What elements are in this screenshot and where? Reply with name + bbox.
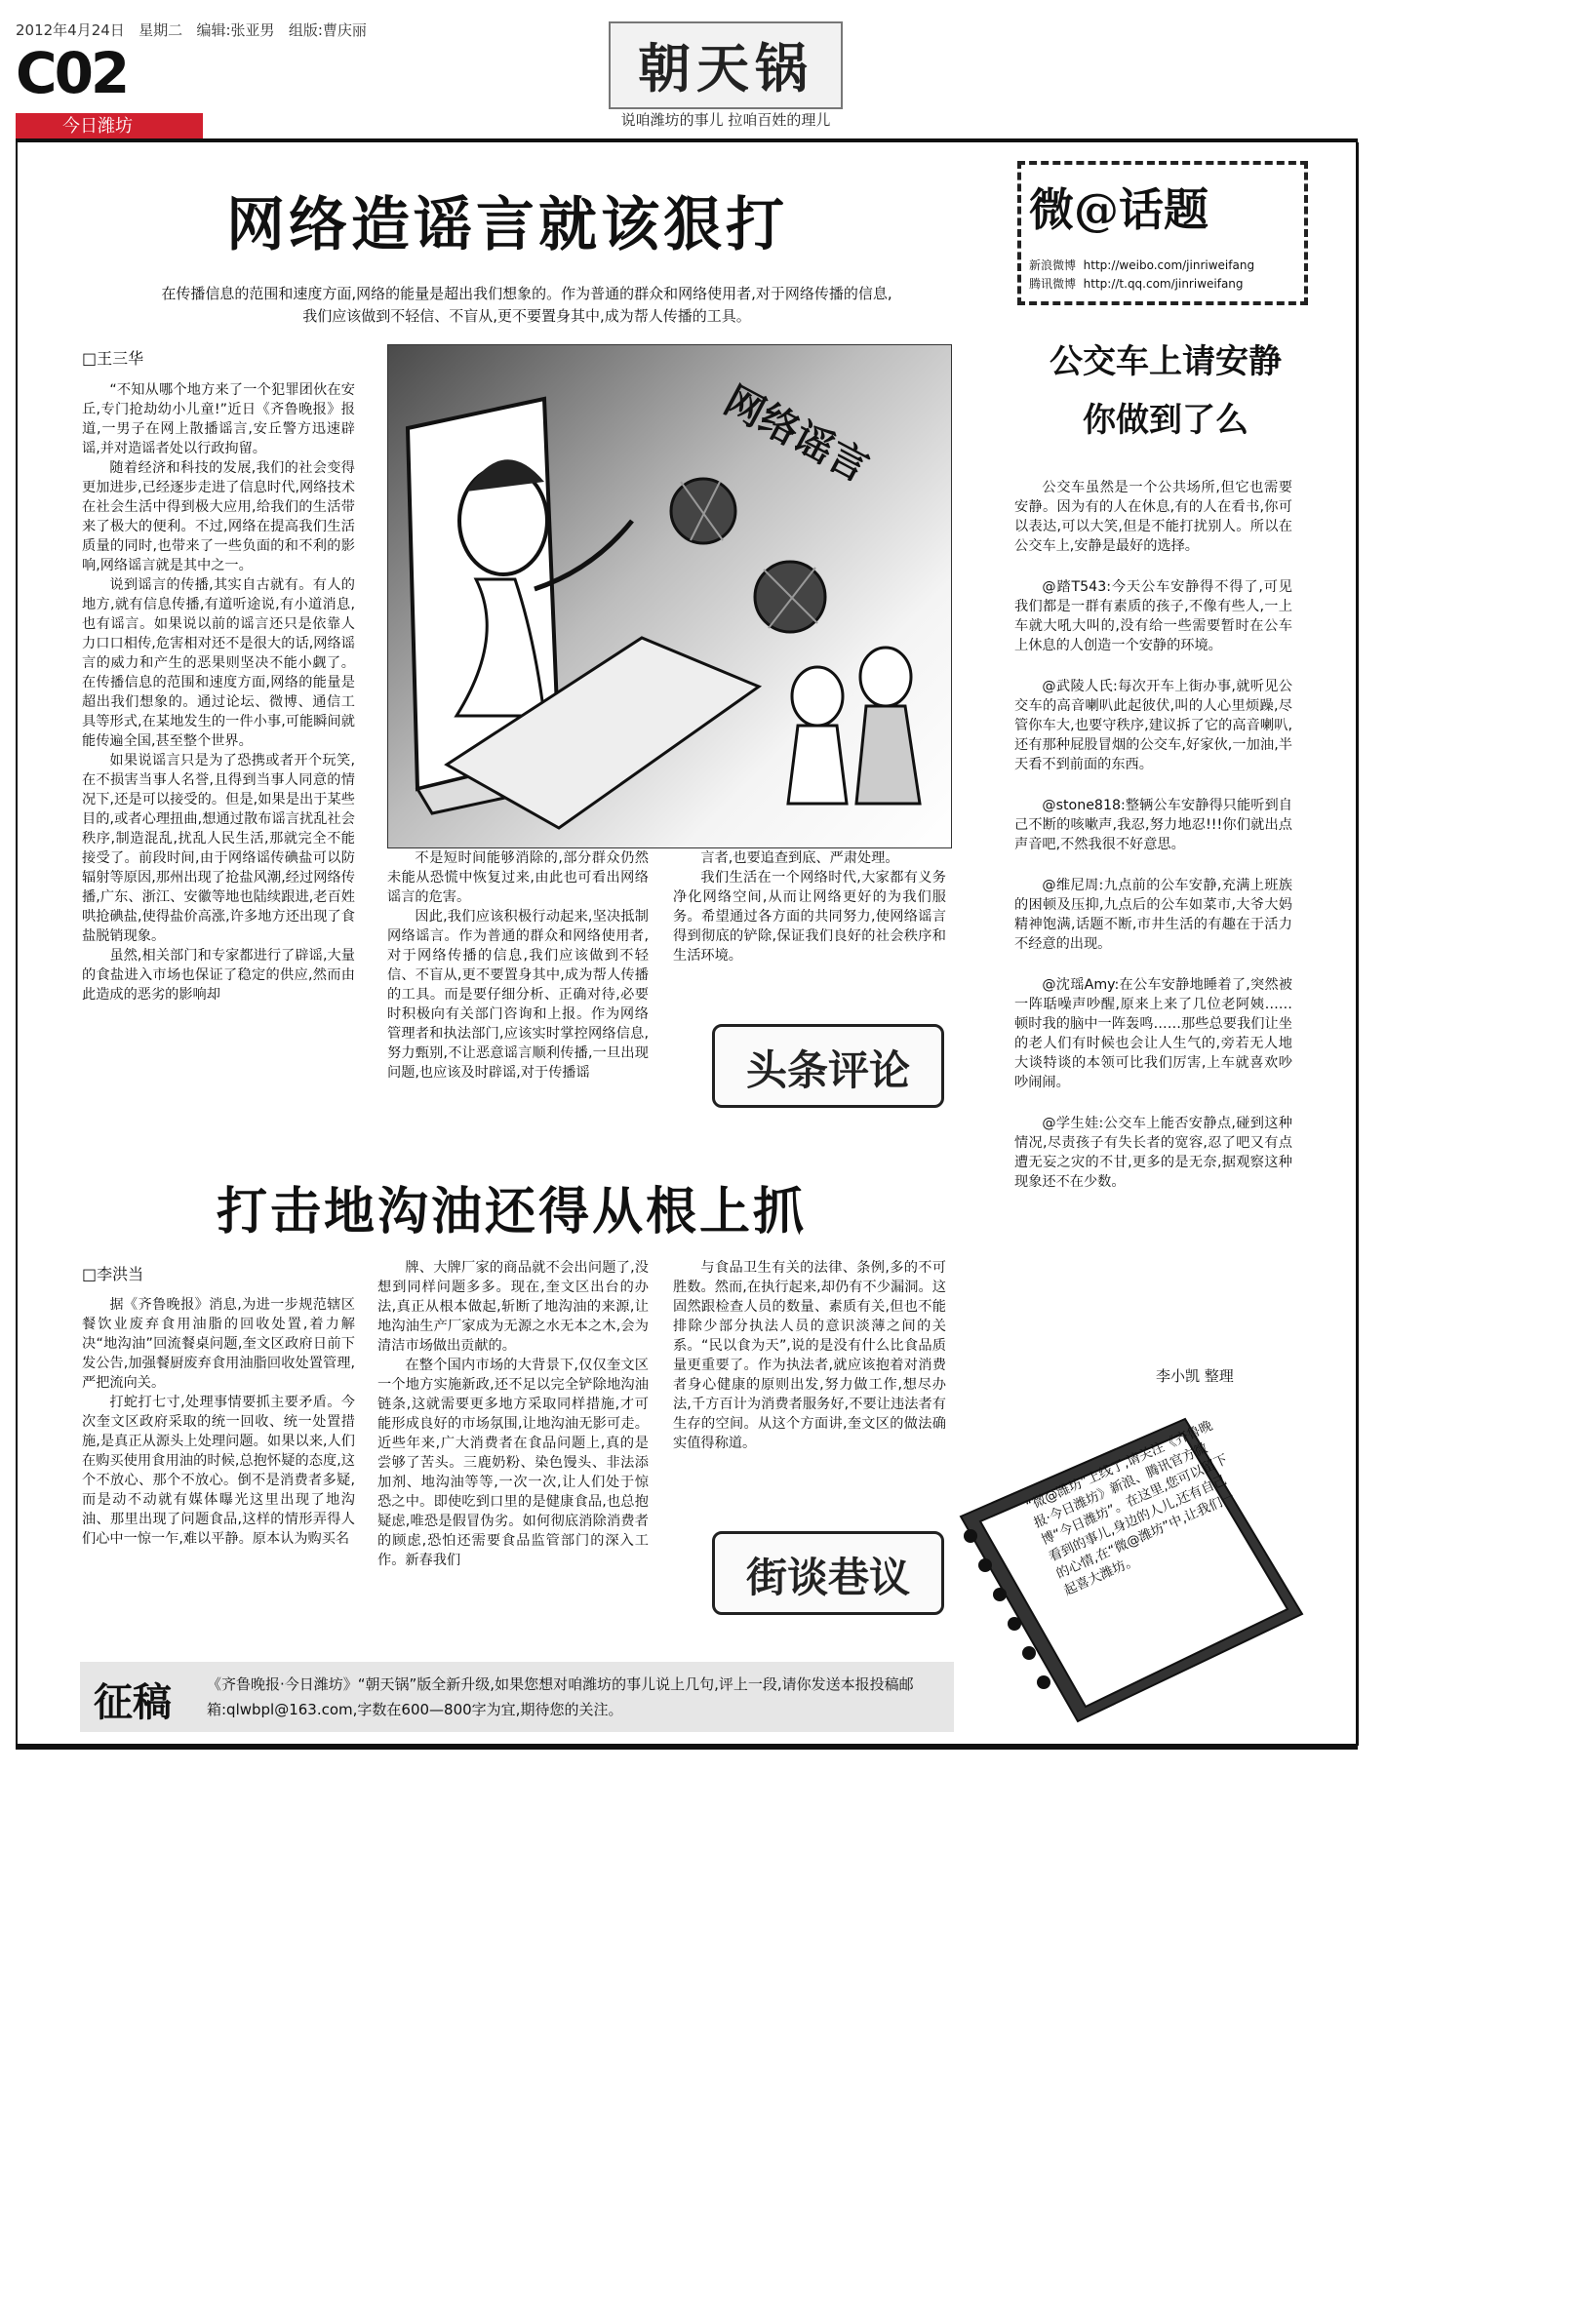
sidebar-column — [1014, 478, 1292, 1356]
paragraph: 公交车虽然是一个公共场所,但它也需要安静。因为有的人在休息,有的人在看书,你可以表达,可以大笑,但是不能打扰别人。所以在公交车上,安静是最好的选择。 — [1014, 480, 1292, 554]
weibo-comment: @学生娃:公交车上能否安静点,碰到这种情况,尽责孩子有失长者的宽容,忍了吧又有点遭无妄之灾的不甘,更多的是无奈,据观察这种现象还不在少数。 — [1014, 1116, 1292, 1190]
paragraph: 因此,我们应该积极行动起来,坚决抵制网络谣言。作为普通的群众和网络使用者,对于网络传播的信息,我们应该做到不轻信、不盲从,更不要置身其中,成为帮人传播的工具。而是要仔细分析、正确对待,必要时积极向有关部门咨询和上报。作为网络管理者和执法部门,应该实时掌控网络信息,努力甄别,不让恶意谣言顺利传播,一旦出现问题,也应该及时辟谣,对于传播谣 — [387, 909, 649, 1081]
weibo-comment: @维尼周:九点前的公车安静,充满上班族的困顿及压抑,九点后的公车如菜市,大爷大妈精神饱满,话题不断,市井生活的有趣在于活力不经意的出现。 — [1014, 878, 1292, 952]
paragraph: “不知从哪个地方来了一个犯罪团伙在安丘,专门抢劫幼小儿童!”近日《齐鲁晚报》报道,一男子在网上散播谣言,安丘警方迅速辟谣,并对造谣者处以行政拘留。 — [82, 382, 355, 456]
article1-column-1 — [82, 380, 355, 1122]
call-text: 《齐鲁晚报·今日潍坊》“朝天锅”版全新升级,如果您想对咱潍坊的事儿说上几句,评上一段,请你发送本报投稿邮箱:qlwbpl@163.com,字数在600—800字为宜,期待您的关注。 — [207, 1675, 914, 1718]
tencent-weibo-row — [1029, 275, 1244, 292]
weibo-comment: @stone818:整辆公车安静得只能听到自己不断的咳嗽声,我忍,努力地忍!!!你们就出点声音吧,不然我很不好意思。 — [1014, 798, 1292, 852]
sina-weibo-link[interactable]: http://weibo.com/jinriweifang — [1083, 258, 1255, 272]
layout-credit: 组版:曹庆丽 — [288, 21, 367, 39]
article1-byline: □王三华 — [82, 349, 144, 368]
article1-column-3 — [673, 848, 946, 985]
sidebar-title-line-1: 公交车上请安静 — [1050, 342, 1282, 381]
masthead-slogan: 说咱潍坊的事儿 拉咱百姓的理儿 — [620, 111, 831, 129]
top-rule — [16, 138, 1358, 142]
sina-weibo-row — [1029, 256, 1254, 273]
tencent-weibo-label: 腾讯微博 — [1029, 277, 1077, 291]
weibo-comment: @武陵人氏:每次开车上街办事,就听见公交车的高音喇叭此起彼伏,叫的人心里烦躁,尽管你车大,也要守秩序,建议拆了它的高音喇叭,还有那种屁股冒烟的公交车,好家伙,一加油,半天看不到前面的东西。 — [1014, 679, 1292, 772]
article2-column-1 — [82, 1295, 355, 1658]
paragraph: 我们生活在一个网络时代,大家都有义务净化网络空间,从而让网络更好的为我们服务。希望通过各方面的共同努力,使网络谣言得到彻底的铲除,保证我们良好的社会秩序和生活环境。 — [673, 870, 946, 964]
street-talk-tag — [712, 1531, 944, 1615]
paragraph: 随着经济和科技的发展,我们的社会变得更加进步,已经逐步走进了信息时代,网络技术在社会生活中得到极大应用,给我们的生活带来了极大的便利。不过,网络在提高我们生活质量的同时,也带来了一些负面的和不利的影响,网络谣言就是其中之一。 — [82, 460, 355, 573]
paragraph: 虽然,相关部门和专家都进行了辟谣,大量的食盐进入市场也保证了稳定的供应,然而由此造成的恶劣的影响却 — [82, 948, 355, 1003]
paragraph: 与食品卫生有关的法律、条例,多的不可胜数。然而,在执行起来,却仍有不少漏洞。这固然跟检查人员的数量、素质有关,但也不能排除少部分执法人员的意识淡薄之间的关系。“民以食为天”,说的是没有什么比食品质量更重要了。作为执法者,就应该抱着对消费者身心健康的原则出发,努力做工作,想尽办法,千方百计为消费者服务好,不要让违法者有生存的空间。从这个方面讲,奎文区的做法确实值得称道。 — [673, 1260, 946, 1451]
paragraph: 打蛇打七寸,处理事情要抓主要矛盾。今次奎文区政府采取的统一回收、统一处置措施,是真正从源头上处理问题。如果以来,人们在购买使用食用油的时候,总抱怀疑的态度,这个不放心、那个不放心。倒不是消费者多疑,而是动不动就有媒体曝光这里出现了地沟油、那里出现了问题食品,这样的情形弄得人们心中一惊一乍,难以平静。原本认为购买名 — [82, 1395, 355, 1547]
article1-lead: 在传播信息的范围和速度方面,网络的能量是超出我们想象的。作为普通的群众和网络使用者,对于网络传播的信息,我们应该做到不轻信、不盲从,更不要置身其中,成为帮人传播的工具。 — [161, 285, 892, 325]
issue-date: 2012年4月24日 — [16, 21, 125, 39]
cartoon-drawing — [388, 345, 951, 847]
sidebar-title-line-2: 你做到了么 — [1083, 401, 1248, 440]
article2-byline: □李洪当 — [82, 1265, 144, 1283]
masthead-title: 朝天锅 — [638, 37, 813, 99]
paragraph: 牌、大牌厂家的商品就不会出问题了,没想到同样问题多多。现在,奎文区出台的办法,真正从根本做起,斩断了地沟油的来源,让地沟油生产厂家成为无源之水无本之木,会为清洁市场做出贡献的。 — [377, 1260, 649, 1354]
notebook-text: “微@潍坊”上线了,请关注《齐鲁晚报·今日潍坊》新浪、腾讯官方微博“今日潍坊”。在这里,您可以留下看到的事儿,身边的人儿,还有自己的心情,在“微@潍坊”中,让我们一起喜大潍坊。 — [1023, 1417, 1238, 1599]
paragraph: 如果说谣言只是为了恐携或者开个玩笑,在不损害当事人名誉,且得到当事人同意的情况下,还是可以接受的。但是,如果是出于某些目的,或者心理扭曲,想通过散布谣言扰乱社会秩序,制造混乱,扰乱人民生活,那就完全不能接受了。前段时间,由于网络谣传碘盐可以防辐射等原因,那州出现了抢盐风潮,经过网络传播,广东、浙江、安徽等地也陆续跟进,老百姓哄抢碘盐,使得盐价高涨,许多地方还出现了食盐脱销现象。 — [82, 753, 355, 944]
paragraph: 据《齐鲁晚报》消息,为进一步规范辖区餐饮业废弃食用油脂的回收处置,着力解决“地沟油”回流餐桌问题,奎文区政府日前下发公告,加强餐厨废弃食用油脂回收处置管理,严把流向关。 — [82, 1297, 355, 1391]
weibo-topic-title: 微@话题 — [1029, 183, 1209, 236]
issue-weekday: 星期二 — [139, 21, 183, 39]
call-tag: 征稿 — [94, 1680, 172, 1725]
tencent-weibo-link[interactable]: http://t.qq.com/jinriweifang — [1083, 277, 1244, 291]
weibo-comment: @沈瑶Amy:在公车安静地睡着了,突然被一阵聒噪声吵醒,原来上来了几位老阿姨……顿时我的脑中一阵轰鸣……那些总要我们让坐的老人们有时候也会让人生气的,旁若无人地大谈特谈的本领可比我们厉害,上车就喜欢吵吵闹闹。 — [1014, 977, 1292, 1090]
sidebar-editor-credit: 李小凯 整理 — [1156, 1367, 1234, 1385]
cartoon-illustration — [387, 344, 952, 848]
header-meta — [16, 20, 367, 40]
article1-column-2 — [387, 848, 649, 1122]
page-number: C02 — [16, 40, 128, 106]
editor-credit: 编辑:张亚男 — [196, 21, 275, 39]
call-for-submissions — [80, 1662, 954, 1732]
paragraph: 说到谣言的传播,其实自古就有。有人的地方,就有信息传播,有道听途说,有小道消息,也有谣言。如果说以前的谣言还只是依靠人力口口相传,危害相对还不是很大的话,网络谣言的威力和产生的恶果则坚决不能小觑了。在传播信息的范围和速度方面,网络的能量是超出我们想象的。通过论坛、微博、通信工具等形式,在某地发生的一件小事,可能瞬间就能传遍全国,甚至整个世界。 — [82, 577, 355, 749]
notebook-illustration — [941, 1409, 1312, 1731]
section-tab: 今日潍坊 — [16, 113, 203, 140]
masthead-box — [609, 21, 843, 109]
sina-weibo-label: 新浪微博 — [1029, 258, 1077, 272]
right-rule — [1356, 142, 1359, 1746]
headline-comment-label: 头条评论 — [745, 1046, 910, 1094]
article1-headline: 网络造谣言就该狠打 — [226, 191, 788, 259]
weibo-topic-box — [1017, 161, 1308, 305]
street-talk-label: 街谈巷议 — [745, 1554, 910, 1601]
bottom-rule — [16, 1744, 1358, 1750]
paragraph: 不是短时间能够消除的,部分群众仍然未能从恐慌中恢复过来,由此也可看出网络谣言的危害。 — [387, 850, 649, 905]
weibo-comment: @踏T543:今天公车安静得不得了,可见我们都是一群有素质的孩子,不像有些人,一上车就大吼大叫的,没有给一些需要暂时在公车上休息的人创造一个安静的环境。 — [1014, 579, 1292, 653]
headline-comment-tag — [712, 1024, 944, 1108]
article2-column-2 — [377, 1258, 649, 1658]
paragraph: 在整个国内市场的大背景下,仅仅奎文区一个地方实施新政,还不足以完全铲除地沟油链条,这就需要更多地方采取同样措施,才可能形成良好的市场氛围,让地沟油无影可走。近些年来,广大消费者在食品问题上,真的是尝够了苦头。三鹿奶粉、染色馒头、非法添加剂、地沟油等等,一次一次,让人们处于惊恐之中。即使吃到口里的是健康食品,也总抱疑虑,唯恐是假冒伪劣。如何彻底消除消费者的顾虑,恐怕还需要食品监管部门的深入工作。新春我们 — [377, 1358, 649, 1568]
paragraph: 言者,也要追查到底、严肃处理。 — [700, 850, 899, 866]
cartoon-caption: 网络谣言 — [716, 377, 876, 492]
article2-column-3 — [673, 1258, 946, 1492]
article2-headline: 打击地沟油还得从根上抓 — [217, 1183, 808, 1241]
left-rule — [16, 142, 18, 1746]
